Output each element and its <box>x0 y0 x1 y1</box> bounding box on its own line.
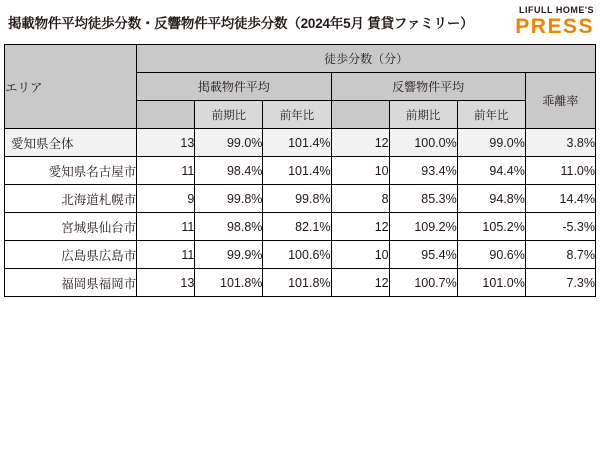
row-response-value: 10 <box>331 157 389 185</box>
row-area-label: 北海道札幌市 <box>5 185 137 213</box>
logo-brand-text: LIFULL HOME'S <box>519 5 594 15</box>
header-listed-prev-period: 前期比 <box>195 101 263 129</box>
logo <box>515 6 594 37</box>
row-response-value: 12 <box>331 213 389 241</box>
row-response-prev-year: 101.0% <box>457 269 525 297</box>
row-response-prev-period: 109.2% <box>389 213 457 241</box>
row-listed-prev-year: 101.8% <box>263 269 331 297</box>
table-row <box>5 129 596 157</box>
row-listed-prev-year: 99.8% <box>263 185 331 213</box>
header-response-value-blank <box>331 101 389 129</box>
row-listed-prev-period: 99.0% <box>195 129 263 157</box>
table-row <box>5 185 596 213</box>
row-gap-rate: 3.8% <box>525 129 595 157</box>
row-listed-prev-period: 99.8% <box>195 185 263 213</box>
row-listed-value: 9 <box>137 185 195 213</box>
header-area: エリア <box>5 45 137 129</box>
table-row <box>5 157 596 185</box>
table-row <box>5 241 596 269</box>
row-listed-prev-year: 82.1% <box>263 213 331 241</box>
row-gap-rate: -5.3% <box>525 213 595 241</box>
row-gap-rate: 7.3% <box>525 269 595 297</box>
row-listed-prev-year: 101.4% <box>263 129 331 157</box>
row-response-prev-year: 99.0% <box>457 129 525 157</box>
row-listed-prev-year: 101.4% <box>263 157 331 185</box>
row-listed-value: 13 <box>137 129 195 157</box>
row-gap-rate: 14.4% <box>525 185 595 213</box>
walk-minutes-table <box>4 44 596 297</box>
row-listed-value: 13 <box>137 269 195 297</box>
header-listed-prev-year: 前年比 <box>263 101 331 129</box>
row-response-prev-year: 90.6% <box>457 241 525 269</box>
row-listed-prev-period: 101.8% <box>195 269 263 297</box>
row-listed-prev-year: 100.6% <box>263 241 331 269</box>
row-gap-rate: 8.7% <box>525 241 595 269</box>
row-area-label: 愛知県名古屋市 <box>5 157 137 185</box>
row-area-label: 福岡県福岡市 <box>5 269 137 297</box>
document-header <box>0 0 600 44</box>
row-response-value: 10 <box>331 241 389 269</box>
row-response-prev-year: 94.4% <box>457 157 525 185</box>
row-listed-value: 11 <box>137 157 195 185</box>
row-listed-value: 11 <box>137 213 195 241</box>
row-area-label: 宮城県仙台市 <box>5 213 137 241</box>
row-response-prev-year: 94.8% <box>457 185 525 213</box>
header-listed-value-blank <box>137 101 195 129</box>
table-row <box>5 269 596 297</box>
logo-press-text: PRESS <box>515 15 594 38</box>
row-response-prev-period: 95.4% <box>389 241 457 269</box>
row-area-label: 愛知県全体 <box>5 129 137 157</box>
row-response-prev-period: 100.7% <box>389 269 457 297</box>
row-area-label: 広島県広島市 <box>5 241 137 269</box>
header-walk-minutes-group: 徒歩分数（分） <box>137 45 596 73</box>
row-listed-prev-period: 98.8% <box>195 213 263 241</box>
page-title: 掲載物件平均徒歩分数・反響物件平均徒歩分数（2024年5月 賃貸ファミリー） <box>8 16 474 31</box>
row-response-prev-year: 105.2% <box>457 213 525 241</box>
row-listed-prev-period: 98.4% <box>195 157 263 185</box>
header-response-average: 反響物件平均 <box>331 73 525 101</box>
row-response-value: 8 <box>331 185 389 213</box>
row-response-prev-period: 100.0% <box>389 129 457 157</box>
row-response-prev-period: 93.4% <box>389 157 457 185</box>
row-response-value: 12 <box>331 129 389 157</box>
row-gap-rate: 11.0% <box>525 157 595 185</box>
header-gap-rate: 乖離率 <box>525 73 595 129</box>
table-header-row-1 <box>5 45 596 73</box>
header-response-prev-year: 前年比 <box>457 101 525 129</box>
header-response-prev-period: 前期比 <box>389 101 457 129</box>
row-listed-value: 11 <box>137 241 195 269</box>
row-response-value: 12 <box>331 269 389 297</box>
header-listed-average: 掲載物件平均 <box>137 73 331 101</box>
table-row <box>5 213 596 241</box>
row-response-prev-period: 85.3% <box>389 185 457 213</box>
row-listed-prev-period: 99.9% <box>195 241 263 269</box>
